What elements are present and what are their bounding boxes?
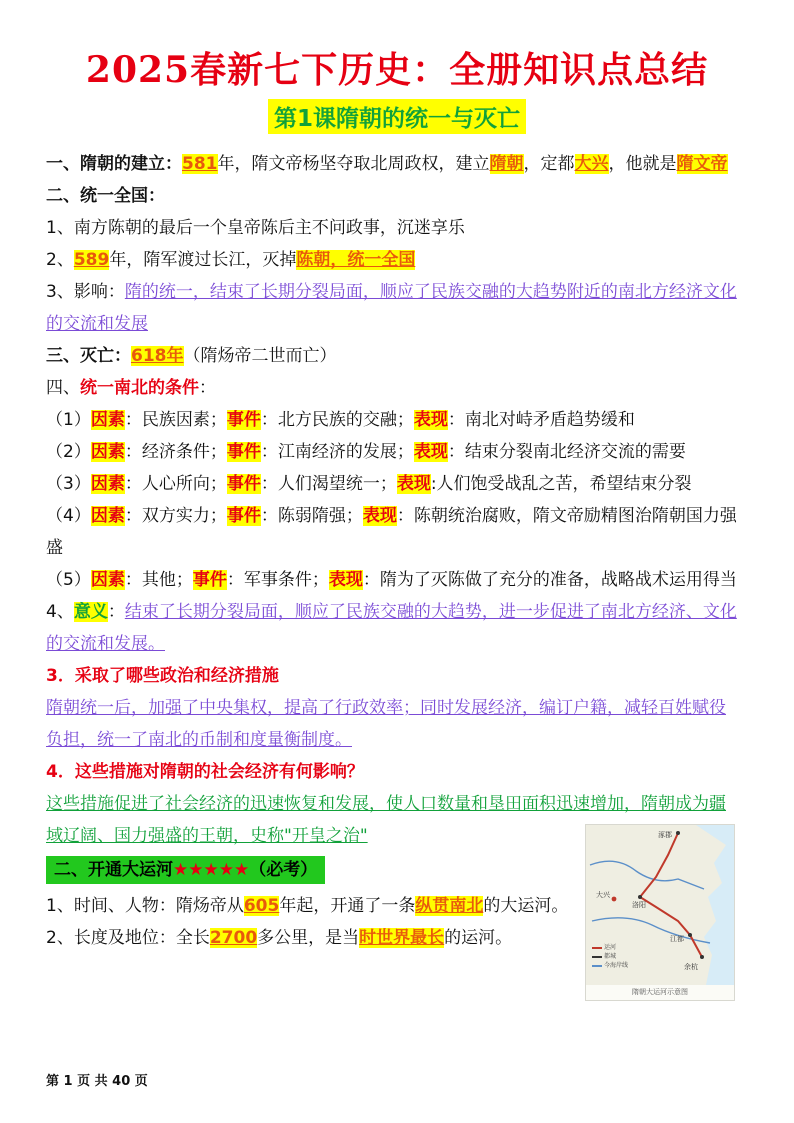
significance <box>46 596 751 660</box>
text: 四、 <box>46 378 80 398</box>
text: 的大运河。 <box>483 896 569 916</box>
text: 的运河。 <box>444 928 513 948</box>
highlight-unify: 陈朝，统一全国 <box>296 250 416 270</box>
text: 意义 <box>73 602 108 622</box>
unify-year: 589 <box>73 250 110 270</box>
text: 二、开通大运河 <box>54 860 173 880</box>
text: 3、影响： <box>46 282 125 302</box>
city-marker <box>700 955 704 959</box>
text: ：北方民族的交融； <box>260 410 414 430</box>
text: 4、 <box>46 602 74 622</box>
text: （必考） <box>249 860 318 880</box>
condition-row <box>46 564 751 596</box>
text: （隋炀帝二世而亡） <box>183 346 337 366</box>
section-fall <box>46 340 751 372</box>
highlight-daxing: 大兴 <box>574 154 609 174</box>
text: 因素 <box>90 474 125 494</box>
text: 表现 <box>396 474 431 494</box>
canal-map <box>585 824 735 1001</box>
text: （3） <box>46 474 91 494</box>
page-title: 2025春新七下历史：全册知识点总结 <box>85 49 709 91</box>
text: 1、时间、人物：隋炀帝从 <box>46 896 244 916</box>
question-3-heading: 3．采取了哪些政治和经济措施 <box>46 666 279 686</box>
text: 年，隋军渡过长江，灭掉 <box>109 250 297 270</box>
legend-swatch <box>592 965 602 967</box>
legend-item <box>592 943 628 952</box>
text: （1） <box>46 410 91 430</box>
section-unify-heading: 二、统一全国： <box>46 186 165 206</box>
text: 2700 <box>209 928 258 948</box>
text: ：人心所向； <box>124 474 227 494</box>
text: ：陈朝统治腐败，隋文帝励精图治隋朝国力强盛 <box>46 506 737 558</box>
text: 事件 <box>226 410 261 430</box>
text: ：人们渴望统一； <box>260 474 397 494</box>
text: 因素 <box>90 570 125 590</box>
text: ：南北对峙矛盾趋势缓和 <box>447 410 635 430</box>
text: （2） <box>46 442 91 462</box>
text: :人们饱受战乱之苦，希望结束分裂 <box>430 474 692 494</box>
text: 2、 <box>46 250 74 270</box>
text: 统一南北的条件 <box>80 378 199 398</box>
text: 隋朝统一后，加强了中央集权，提高了行政效率；同时发展经济，编订户籍，减轻百姓赋役负担，统一了南北的币制和度量衡制度。 <box>46 698 726 750</box>
founding-year: 581 <box>182 154 218 174</box>
section-founding <box>46 148 751 180</box>
text: ：双方实力； <box>124 506 227 526</box>
question-4-heading: 4．这些措施对隋朝的社会经济有何影响？ <box>46 762 364 782</box>
text: 运河 <box>604 944 617 951</box>
text: （4） <box>46 506 91 526</box>
city-marker <box>638 895 642 899</box>
legend-item <box>592 961 628 970</box>
question-3-answer <box>46 692 736 756</box>
text: ：陈弱隋强； <box>260 506 363 526</box>
fall-year: 618年 <box>131 346 184 366</box>
highlight-sui: 隋朝 <box>489 154 524 174</box>
condition-row <box>46 500 751 564</box>
condition-row <box>46 404 751 436</box>
text: 这些措施促进了社会经济的迅速恢复和发展，使人口数量和垦田面积迅速增加，隋朝成为疆域辽阔、国力强盛的王朝，史称"开皇之治" <box>46 794 726 846</box>
text: 时世界最长 <box>359 928 445 948</box>
map-caption: 隋朝大运河示意图 <box>632 988 688 996</box>
text: ： <box>107 602 125 622</box>
text: ，他就是 <box>608 154 677 174</box>
text: ，定都 <box>523 154 575 174</box>
section-founding-lead: 一、隋朝的建立： <box>46 154 182 174</box>
lesson-heading: 第1课隋朝的统一与灭亡 <box>268 99 526 134</box>
text: 三、灭亡： <box>46 346 131 366</box>
legend-item <box>592 952 628 961</box>
map-legend <box>592 943 628 970</box>
legend-swatch <box>592 956 602 958</box>
city-marker <box>688 933 692 937</box>
text: 事件 <box>192 570 227 590</box>
map-label-zhuojun: 涿郡 <box>658 831 672 839</box>
text: 表现 <box>362 506 397 526</box>
unify-impact: 隋的统一，结束了长期分裂局面，顺应了民族交融的大趋势附近的南北方经济文化的交流和发展 <box>46 282 737 334</box>
text: 因素 <box>90 506 125 526</box>
map-label-jiangdu: 江都 <box>670 935 684 943</box>
text: 表现 <box>413 442 448 462</box>
text: ： <box>199 378 216 398</box>
text: 纵贯南北 <box>415 896 484 916</box>
map-label-yuhang: 余杭 <box>684 963 698 971</box>
text: ：民族因素； <box>124 410 227 430</box>
condition-row <box>46 468 751 500</box>
text: 事件 <box>226 506 261 526</box>
text: ：江南经济的发展； <box>260 442 414 462</box>
text: ：军事条件； <box>226 570 329 590</box>
text: 多公里，是当 <box>257 928 360 948</box>
section-conditions-heading <box>46 372 751 404</box>
text: 2、长度及地位：全长 <box>46 928 210 948</box>
map-label-luoyang: 洛阳 <box>632 901 646 909</box>
map-label-daxing: 大兴 <box>596 891 610 899</box>
condition-row <box>46 436 751 468</box>
text: 今海岸线 <box>604 962 629 969</box>
text: ：经济条件； <box>124 442 227 462</box>
highlight-emperor: 隋文帝 <box>676 154 728 174</box>
text: 事件 <box>226 474 261 494</box>
legend-swatch <box>592 947 602 949</box>
text <box>46 856 325 884</box>
city-marker <box>676 831 680 835</box>
text: ：其他； <box>124 570 193 590</box>
text: 因素 <box>90 442 125 462</box>
unify-line-2 <box>46 244 751 276</box>
text: 表现 <box>413 410 448 430</box>
lesson-heading-wrap <box>0 99 794 134</box>
text: 年，隋文帝杨坚夺取北周政权，建立 <box>217 154 490 174</box>
text: 因素 <box>90 410 125 430</box>
text: （5） <box>46 570 91 590</box>
text: 都城 <box>604 953 617 960</box>
text: ：隋为了灭陈做了充分的准备，战略战术运用得当 <box>362 570 737 590</box>
capital-marker <box>612 897 617 902</box>
text: ：结束分裂南北经济交流的需要 <box>447 442 686 462</box>
unify-line-1: 1、南方陈朝的最后一个皇帝陈后主不问政事，沉迷享乐 <box>46 218 465 238</box>
text: 结束了长期分裂局面，顺应了民族交融的大趋势，进一步促进了南北方经济、文化的交流和发展。 <box>46 602 737 654</box>
unify-line-3 <box>46 276 751 340</box>
text: 605 <box>243 896 280 916</box>
text: 年起，开通了一条 <box>279 896 416 916</box>
page-footer: 第 1 页 共 40 页 <box>46 1074 148 1089</box>
text: 表现 <box>328 570 363 590</box>
text: 事件 <box>226 442 261 462</box>
stars-icon: ★★★★★ <box>173 860 250 880</box>
